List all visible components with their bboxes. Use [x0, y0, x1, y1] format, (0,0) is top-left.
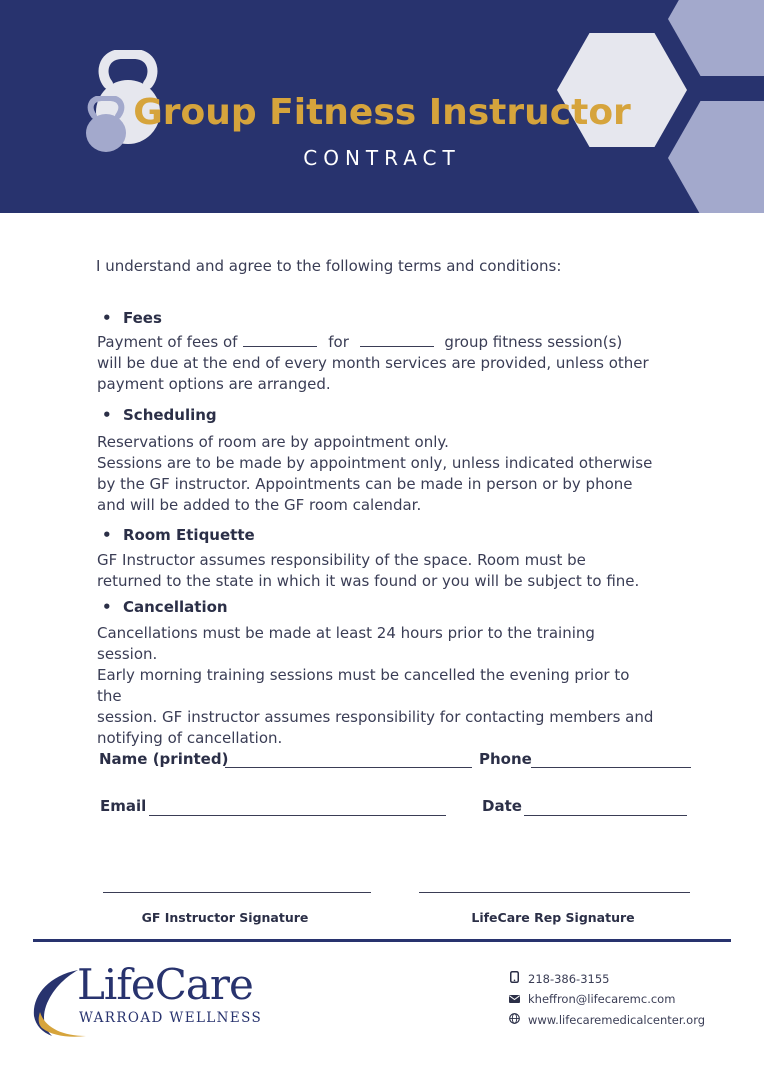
phone-icon: [508, 971, 520, 986]
header-banner: [0, 0, 764, 213]
section-heading-etiquette: • Room Etiquette: [104, 526, 255, 544]
rep-signature-label: LifeCare Rep Signature: [471, 910, 635, 925]
contact-email[interactable]: kheffron@lifecaremc.com: [508, 992, 675, 1006]
rep-signature-field[interactable]: [419, 892, 690, 893]
scheduling-text: Reservations of room are by appointment only. Sessions are to be made by appointment only, unless indicated otherwise by the GF instructor. Appointments can be made in person or by phone and will be added to the GF room calendar.: [97, 433, 653, 514]
instructor-signature-field[interactable]: [103, 892, 371, 893]
instructor-signature-label: GF Instructor Signature: [141, 910, 309, 925]
date-field[interactable]: [524, 815, 687, 816]
phone-label: Phone: [479, 750, 532, 768]
section-heading-fees: • Fees: [104, 309, 162, 327]
fee-amount-blank[interactable]: [243, 337, 317, 347]
page-title: Group Fitness Instructor: [133, 92, 631, 133]
page-subtitle: CONTRACT: [303, 146, 461, 170]
contact-website[interactable]: www.lifecaremedicalcenter.org: [508, 1013, 705, 1027]
mail-icon: [508, 992, 520, 1006]
section-heading-cancellation: • Cancellation: [104, 598, 228, 616]
brand-tagline: WARROAD WELLNESS: [79, 1010, 263, 1026]
email-label: Email: [100, 797, 147, 815]
fees-text: Payment of fees of for group fitness session(s) will be due at the end of every month services are provided, unless other payment options are arranged.: [97, 333, 649, 393]
hexagon-decoration: [668, 0, 764, 76]
etiquette-text: GF Instructor assumes responsibility of the space. Room must be returned to the state in which it was found or you will be subject to fine.: [97, 551, 640, 590]
name-label: Name (printed): [99, 750, 229, 768]
globe-icon: [508, 1013, 520, 1027]
footer-divider: [33, 939, 731, 942]
cancellation-text: Cancellations must be made at least 24 hours prior to the training session. Early morning training sessions must be cancelled the evening prior to the session. GF instructor assumes responsibility for contacting members and notifying of cancellation.: [97, 624, 654, 747]
contact-phone: 218-386-3155: [508, 971, 609, 986]
email-field[interactable]: [149, 815, 446, 816]
intro-text: I understand and agree to the following terms and conditions:: [96, 257, 562, 275]
phone-field[interactable]: [531, 767, 691, 768]
session-count-blank[interactable]: [360, 337, 434, 347]
date-label: Date: [482, 797, 522, 815]
section-heading-scheduling: • Scheduling: [104, 406, 217, 424]
name-field[interactable]: [225, 767, 472, 768]
brand-logo: LifeCare: [77, 960, 253, 1009]
